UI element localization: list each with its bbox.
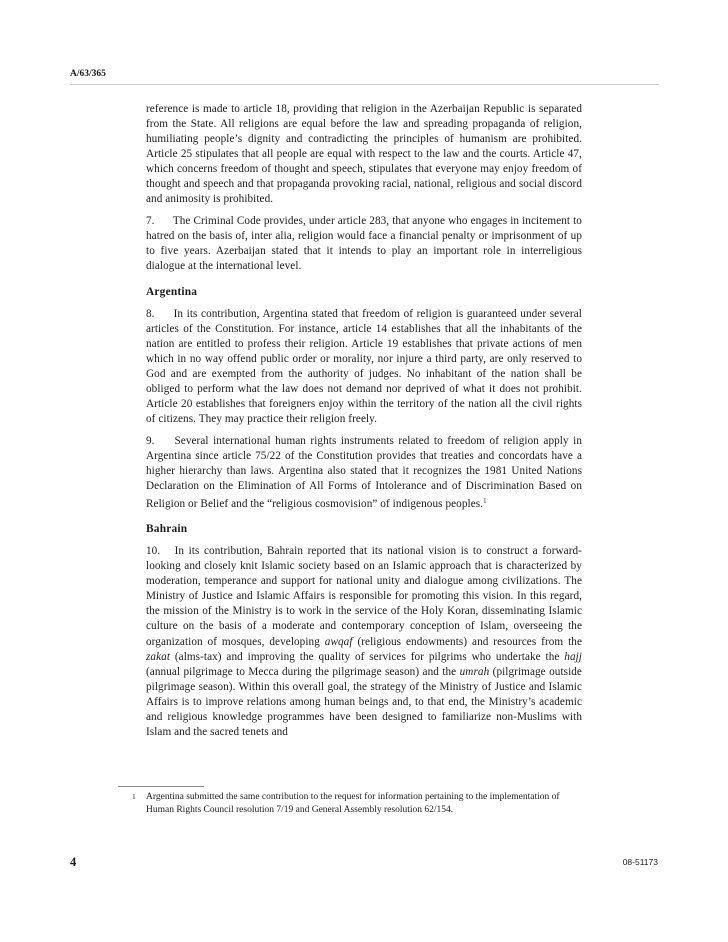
paragraph-8 [146, 307, 582, 427]
paragraph-text: (annual pilgrimage to Mecca during the pilgrimage season) and the [146, 665, 457, 678]
paragraph-text: Several international human rights instruments related to freedom of religion apply in Argentina since article 75/22 of the Constitution provides that treaties and concordats have a higher hierarchy than laws. Argentina also stated that it recognizes the 1981 United Nations Declaration on the Elimination of All Forms of Intolerance and of Discrimination Based on Religion or Belief and the “religious cosmovision” of indigenous peoples. [146, 434, 582, 511]
document-code: 08-51173 [622, 857, 658, 867]
body-text [146, 102, 582, 747]
paragraph-9 [146, 434, 582, 512]
paragraph-10 [146, 544, 582, 740]
paragraph-text: In its contribution, Bahrain reported that its national vision is to construct a forward-looking and closely knit Islamic society based on an Islamic approach that is characterized by moderation, temperance and support for national unity and dialogue among civilizations. The Ministry of Justice and Islamic Affairs is responsible for promoting this vision. In this regard, the mission of the Ministry is to work in the service of the Holy Koran, disseminating Islamic culture on the basis of a moderate and contemporary conception of Islam, overseeing the organization of mosques, developing [146, 545, 582, 648]
footnote-separator [118, 786, 204, 787]
paragraph-text: The Criminal Code provides, under article 283, that anyone who engages in incitement to hatred on the basis of, inter alia, religion would face a financial penalty or imprisonment of up to five years. Azerbaijan stated that it intends to play an important role in interreligious dialogue at the international level. [146, 215, 582, 273]
paragraph-text: (alms-tax) and improving the quality of services for pilgrims who undertake the [174, 650, 560, 663]
footnote [132, 791, 572, 817]
paragraph-number: 10. [146, 545, 161, 558]
paragraph-text: (religious endowments) and resources from the [357, 635, 582, 648]
italic-term: umrah [459, 665, 490, 678]
section-heading-bahrain: Bahrain [146, 523, 188, 536]
document-symbol: A/63/365 [70, 69, 106, 79]
paragraph-number: 8. [146, 307, 155, 320]
paragraph-continued: reference is made to article 18, providing that religion in the Azerbaijan Republic is separated from the State. All religions are equal before the law and spreading propaganda of religion, humiliating people’s dignity and contradicting the principles of humanism are prohibited. Article 25 stipulates that all people are equal with respect to the law and the courts. Article 47, which concerns freedom of thought and speech, stipulates that everyone may enjoy freedom of thought and speech and that propaganda provoking racial, national, religious and social discord and animosity is prohibited. [146, 103, 582, 206]
page-number: 4 [70, 855, 77, 869]
section-heading-argentina: Argentina [146, 285, 198, 298]
paragraph-number: 9. [146, 434, 155, 447]
italic-term: hajj [564, 650, 582, 663]
header-rule [70, 84, 659, 85]
footnote-text: Argentina submitted the same contribution to the request for information pertaining to the implementation of Human Rights Council resolution 7/19 and General Assembly resolution 62/154. [146, 792, 560, 816]
paragraph-text: In its contribution, Argentina stated that freedom of religion is guaranteed under several articles of the Constitution. For instance, article 14 establishes that all the inhabitants of the nation are entitled to profess their religion. Article 19 establishes that private actions of men which in no way offend public order or morality, nor injure a third party, are only reserved to God and are exempted from the authority of judges. No inhabitant of the nation shall be obliged to perform what the law does not demand nor deprived of what it does not prohibit. Article 20 establishes that foreigners enjoy within the territory of the nation all the civil rights of citizens. They may practice their religion freely. [146, 307, 582, 425]
paragraph-text: (pilgrimage outside pilgrimage season). Within this overall goal, the strategy of the Ministry of Justice and Islamic Affairs is to improve relations among human beings and, to that end, the Ministry’s academic and religious knowledge programmes have been designed to familiarize non-Muslims with Islam and the sacred tenets and [146, 665, 582, 738]
paragraph-number: 7. [146, 215, 155, 228]
italic-term: awqaf [324, 635, 353, 648]
italic-term: zakat [146, 650, 171, 663]
paragraph-7 [146, 214, 582, 274]
footnote-reference: 1 [483, 497, 487, 506]
footnote-mark: 1 [132, 792, 136, 801]
